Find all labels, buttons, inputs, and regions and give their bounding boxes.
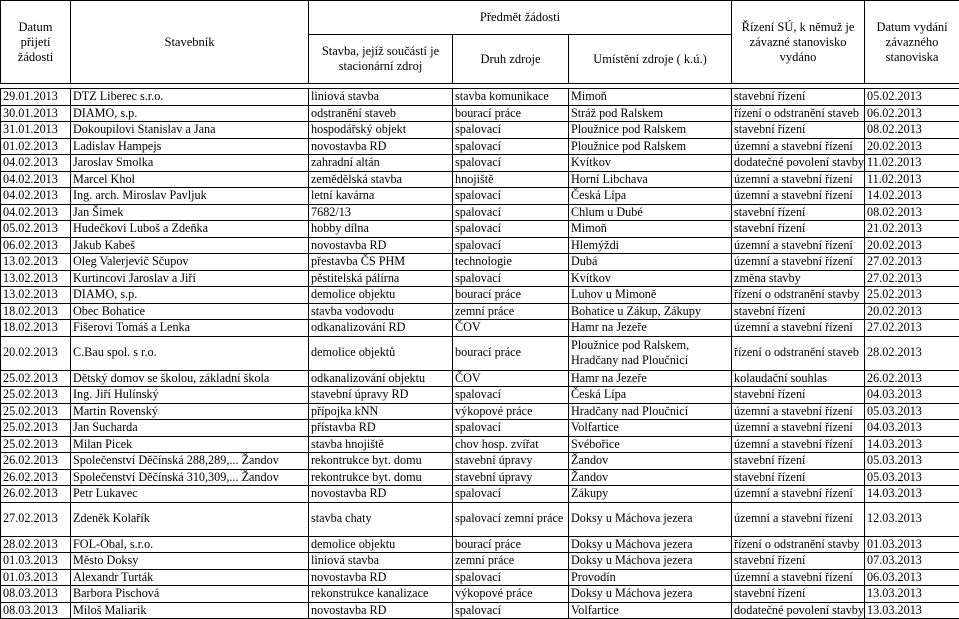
cell-building: novostavba RD <box>309 569 453 586</box>
cell-date-received: 25.02.2013 <box>1 387 71 404</box>
cell-builder: DTZ Liberec s.r.o. <box>71 89 309 106</box>
table-row <box>1 237 959 254</box>
cell-date-received: 13.02.2013 <box>1 254 71 271</box>
cell-building: novostavba RD <box>309 602 453 619</box>
cell-builder: DIAMO, s.p. <box>71 105 309 122</box>
cell-source-type: spalovací <box>453 204 569 221</box>
cell-builder: Oleg Valerjevič Sčupov <box>71 254 309 271</box>
cell-procedure: územní a stavební řízení <box>732 188 865 205</box>
table-row <box>1 420 959 437</box>
cell-location: Ploužnice pod Ralskem <box>569 122 732 139</box>
cell-procedure: kolaudační souhlas <box>732 370 865 387</box>
cell-source-type: spalovací <box>453 237 569 254</box>
cell-source-type: spalovací zemní práce <box>453 502 569 536</box>
table-row <box>1 89 959 106</box>
table-row <box>1 270 959 287</box>
cell-builder: Kurtincovi Jaroslav a Jiří <box>71 270 309 287</box>
cell-date-issued: 05.03.2013 <box>865 453 959 470</box>
cell-date-issued: 08.02.2013 <box>865 204 959 221</box>
cell-date-received: 20.02.2013 <box>1 336 71 370</box>
cell-date-issued: 14.02.2013 <box>865 188 959 205</box>
header-source-type: Druh zdroje <box>453 35 569 84</box>
cell-date-received: 01.03.2013 <box>1 569 71 586</box>
table-row <box>1 221 959 238</box>
cell-building: stavba chaty <box>309 502 453 536</box>
cell-building: zahradní altán <box>309 155 453 172</box>
cell-procedure: územní a stavební řízení <box>732 254 865 271</box>
cell-building: hobby dílna <box>309 221 453 238</box>
table-row <box>1 536 959 553</box>
cell-source-type: technologie <box>453 254 569 271</box>
cell-procedure: řízení o odstranění staveb <box>732 105 865 122</box>
cell-date-issued: 05.02.2013 <box>865 89 959 106</box>
cell-source-type: spalovací <box>453 270 569 287</box>
cell-location: Dubá <box>569 254 732 271</box>
cell-date-received: 08.03.2013 <box>1 602 71 619</box>
cell-building: liniová stavba <box>309 89 453 106</box>
cell-building: přestavba ČS PHM <box>309 254 453 271</box>
cell-building: rekonstrukce kanalizace <box>309 586 453 603</box>
cell-location: Hamr na Jezeře <box>569 370 732 387</box>
cell-source-type: spalovací <box>453 602 569 619</box>
cell-procedure: stavební řízení <box>732 387 865 404</box>
cell-source-type: stavební úpravy <box>453 469 569 486</box>
cell-procedure: územní a stavební řízení <box>732 138 865 155</box>
cell-builder: Hudečkovi Luboš a Zdeňka <box>71 221 309 238</box>
cell-procedure: územní a stavební řízení <box>732 502 865 536</box>
cell-procedure: územní a stavební řízení <box>732 320 865 337</box>
table-row <box>1 105 959 122</box>
cell-procedure: stavební řízení <box>732 453 865 470</box>
cell-builder: Jakub Kabeš <box>71 237 309 254</box>
cell-location: Volfartice <box>569 420 732 437</box>
cell-date-received: 30.01.2013 <box>1 105 71 122</box>
cell-date-received: 04.02.2013 <box>1 155 71 172</box>
cell-builder: Společenství Děčínská 288,289,... Žandov <box>71 453 309 470</box>
cell-location: Ploužnice pod Ralskem <box>569 138 732 155</box>
cell-date-received: 26.02.2013 <box>1 469 71 486</box>
cell-date-received: 26.02.2013 <box>1 453 71 470</box>
cell-date-issued: 06.02.2013 <box>865 105 959 122</box>
header-building: Stavba, jejíž součástí je stacionární zdroj <box>309 35 453 84</box>
table-row <box>1 387 959 404</box>
cell-date-received: 01.03.2013 <box>1 553 71 570</box>
cell-builder: Jan Šimek <box>71 204 309 221</box>
cell-source-type: spalovací <box>453 569 569 586</box>
cell-date-issued: 14.03.2013 <box>865 436 959 453</box>
table-row <box>1 586 959 603</box>
cell-building: demolice objektů <box>309 336 453 370</box>
cell-location: Luhov u Mimoně <box>569 287 732 304</box>
header-location: Umístění zdroje ( k.ú.) <box>569 35 732 84</box>
cell-source-type: spalovací <box>453 138 569 155</box>
cell-building: novostavba RD <box>309 237 453 254</box>
table-row <box>1 138 959 155</box>
cell-building: 7682/13 <box>309 204 453 221</box>
table-row <box>1 303 959 320</box>
cell-date-issued: 25.02.2013 <box>865 287 959 304</box>
table-row <box>1 453 959 470</box>
cell-location: Mimoň <box>569 89 732 106</box>
cell-date-issued: 27.02.2013 <box>865 270 959 287</box>
cell-source-type: spalovací <box>453 122 569 139</box>
cell-builder: Ing. Jiří Hulínský <box>71 387 309 404</box>
cell-date-issued: 20.02.2013 <box>865 138 959 155</box>
cell-date-received: 18.02.2013 <box>1 320 71 337</box>
cell-source-type: ČOV <box>453 320 569 337</box>
cell-location: Provodín <box>569 569 732 586</box>
cell-builder: Jaroslav Smolka <box>71 155 309 172</box>
cell-building: stavba hnojiště <box>309 436 453 453</box>
cell-building: rekontrukce byt. domu <box>309 469 453 486</box>
cell-builder: Zdeněk Kolařík <box>71 502 309 536</box>
cell-building: liniová stavba <box>309 553 453 570</box>
cell-building: stavební úpravy RD <box>309 387 453 404</box>
cell-building: demolice objektu <box>309 287 453 304</box>
cell-date-issued: 27.02.2013 <box>865 254 959 271</box>
cell-source-type: stavební úpravy <box>453 453 569 470</box>
table-row <box>1 287 959 304</box>
cell-source-type: spalovací <box>453 420 569 437</box>
cell-date-received: 13.02.2013 <box>1 270 71 287</box>
cell-date-received: 27.02.2013 <box>1 502 71 536</box>
cell-date-received: 28.02.2013 <box>1 536 71 553</box>
cell-date-issued: 01.03.2013 <box>865 536 959 553</box>
cell-date-issued: 20.02.2013 <box>865 237 959 254</box>
cell-builder: Marcel Khol <box>71 171 309 188</box>
table-row <box>1 320 959 337</box>
table-row <box>1 336 959 370</box>
cell-source-type: bourací práce <box>453 287 569 304</box>
cell-source-type: chov hosp. zvířat <box>453 436 569 453</box>
cell-date-received: 04.02.2013 <box>1 204 71 221</box>
cell-date-issued: 04.03.2013 <box>865 387 959 404</box>
cell-date-received: 29.01.2013 <box>1 89 71 106</box>
cell-procedure: stavební řízení <box>732 586 865 603</box>
table-row <box>1 486 959 503</box>
cell-date-received: 04.02.2013 <box>1 171 71 188</box>
cell-procedure: dodatečné povolení stavby <box>732 602 865 619</box>
cell-builder: Ing. arch. Miroslav Pavljuk <box>71 188 309 205</box>
cell-builder: Petr Lukavec <box>71 486 309 503</box>
cell-location: Bohatice u Zákup, Zákupy <box>569 303 732 320</box>
table-row <box>1 370 959 387</box>
cell-procedure: územní a stavební řízení <box>732 171 865 188</box>
cell-builder: Milan Picek <box>71 436 309 453</box>
table-row <box>1 403 959 420</box>
cell-builder: Ladislav Hampejs <box>71 138 309 155</box>
cell-date-received: 26.02.2013 <box>1 486 71 503</box>
cell-building: pěstitelská pálírna <box>309 270 453 287</box>
cell-date-issued: 08.02.2013 <box>865 122 959 139</box>
cell-date-issued: 28.02.2013 <box>865 336 959 370</box>
header-date-issued: Datum vydání závazného stanoviska <box>865 1 959 84</box>
cell-date-received: 18.02.2013 <box>1 303 71 320</box>
cell-procedure: stavební řízení <box>732 221 865 238</box>
table-row <box>1 469 959 486</box>
cell-location: Doksy u Máchova jezera <box>569 502 732 536</box>
table-row <box>1 502 959 536</box>
cell-procedure: změna stavby <box>732 270 865 287</box>
cell-date-issued: 06.03.2013 <box>865 569 959 586</box>
cell-building: zemědělská stavba <box>309 171 453 188</box>
cell-location: Doksy u Máchova jezera <box>569 536 732 553</box>
cell-date-issued: 21.02.2013 <box>865 221 959 238</box>
cell-procedure: územní a stavební řízení <box>732 237 865 254</box>
table-row <box>1 155 959 172</box>
cell-procedure: stavební řízení <box>732 303 865 320</box>
cell-date-issued: 05.03.2013 <box>865 469 959 486</box>
cell-builder: Barbora Pischová <box>71 586 309 603</box>
cell-builder: Dětský domov se školou, základní škola <box>71 370 309 387</box>
cell-location: Stráž pod Ralskem <box>569 105 732 122</box>
cell-date-issued: 12.03.2013 <box>865 502 959 536</box>
cell-building: stavba vodovodu <box>309 303 453 320</box>
cell-date-issued: 11.02.2013 <box>865 155 959 172</box>
cell-procedure: územní a stavební řízení <box>732 486 865 503</box>
cell-procedure: stavební řízení <box>732 122 865 139</box>
cell-source-type: výkopové práce <box>453 403 569 420</box>
cell-source-type: spalovací <box>453 155 569 172</box>
cell-building: odstranění staveb <box>309 105 453 122</box>
cell-building: letní kavárna <box>309 188 453 205</box>
cell-builder: Město Doksy <box>71 553 309 570</box>
header-builder: Stavebník <box>71 1 309 84</box>
cell-source-type: zemní práce <box>453 303 569 320</box>
cell-source-type: výkopové práce <box>453 586 569 603</box>
cell-builder: Alexandr Turták <box>71 569 309 586</box>
cell-building: hospodářský objekt <box>309 122 453 139</box>
cell-procedure: stavební řízení <box>732 469 865 486</box>
cell-date-received: 31.01.2013 <box>1 122 71 139</box>
cell-date-issued: 05.03.2013 <box>865 403 959 420</box>
cell-builder: FOL-Obal, s.r.o. <box>71 536 309 553</box>
cell-builder: DIAMO, s.p. <box>71 287 309 304</box>
cell-source-type: spalovací <box>453 486 569 503</box>
cell-source-type: hnojiště <box>453 171 569 188</box>
cell-location: Kvítkov <box>569 270 732 287</box>
table-row <box>1 569 959 586</box>
cell-location: Doksy u Máchova jezera <box>569 586 732 603</box>
cell-source-type: spalovací <box>453 221 569 238</box>
cell-date-issued: 14.03.2013 <box>865 486 959 503</box>
cell-building: přístavba RD <box>309 420 453 437</box>
cell-procedure: stavební řízení <box>732 204 865 221</box>
cell-location: Zákupy <box>569 486 732 503</box>
cell-date-received: 25.02.2013 <box>1 370 71 387</box>
cell-date-received: 08.03.2013 <box>1 586 71 603</box>
cell-date-issued: 27.02.2013 <box>865 320 959 337</box>
cell-location: Česká Lípa <box>569 387 732 404</box>
cell-source-type: bourací práce <box>453 336 569 370</box>
cell-procedure: řízení o odstranění staveb <box>732 336 865 370</box>
table-row <box>1 204 959 221</box>
table-row <box>1 254 959 271</box>
cell-date-issued: 04.03.2013 <box>865 420 959 437</box>
cell-location: Ploužnice pod Ralskem, Hradčany nad Ploučnicí <box>569 336 732 370</box>
cell-builder: Jan Sucharda <box>71 420 309 437</box>
cell-builder: Fišerovi Tomáš a Lenka <box>71 320 309 337</box>
cell-location: Svébořice <box>569 436 732 453</box>
cell-procedure: územní a stavební řízení <box>732 436 865 453</box>
table-row <box>1 188 959 205</box>
cell-date-received: 25.02.2013 <box>1 403 71 420</box>
cell-location: Mimoň <box>569 221 732 238</box>
cell-building: odkanalizování RD <box>309 320 453 337</box>
table-row <box>1 436 959 453</box>
cell-procedure: územní a stavební řízení <box>732 420 865 437</box>
table-body <box>1 89 959 619</box>
cell-builder: Společenství Děčínská 310,309,... Žandov <box>71 469 309 486</box>
table-row <box>1 553 959 570</box>
cell-date-received: 05.02.2013 <box>1 221 71 238</box>
cell-location: Doksy u Máchova jezera <box>569 553 732 570</box>
cell-date-issued: 13.03.2013 <box>865 586 959 603</box>
cell-date-issued: 20.02.2013 <box>865 303 959 320</box>
cell-builder: Obec Bohatice <box>71 303 309 320</box>
cell-source-type: spalovací <box>453 188 569 205</box>
cell-date-received: 13.02.2013 <box>1 287 71 304</box>
cell-date-issued: 11.02.2013 <box>865 171 959 188</box>
cell-location: Volfartice <box>569 602 732 619</box>
header-subject: Předmět žádosti <box>309 1 732 35</box>
cell-source-type: ČOV <box>453 370 569 387</box>
header-procedure: Řízení SÚ, k němuž je závazné stanovisko vydáno <box>732 1 865 84</box>
cell-builder: Martin Rovenský <box>71 403 309 420</box>
cell-procedure: dodatečné povolení stavby <box>732 155 865 172</box>
cell-source-type: bourací práce <box>453 536 569 553</box>
cell-location: Horní Libchava <box>569 171 732 188</box>
cell-location: Česká Lípa <box>569 188 732 205</box>
cell-location: Žandov <box>569 469 732 486</box>
cell-date-issued: 26.02.2013 <box>865 370 959 387</box>
table-header <box>1 1 959 89</box>
cell-builder: C.Bau spol. s r.o. <box>71 336 309 370</box>
cell-source-type: zemní práce <box>453 553 569 570</box>
cell-location: Kvítkov <box>569 155 732 172</box>
cell-location: Hamr na Jezeře <box>569 320 732 337</box>
cell-date-received: 25.02.2013 <box>1 420 71 437</box>
table-row <box>1 122 959 139</box>
cell-building: demolice objektu <box>309 536 453 553</box>
cell-procedure: územní a stavební řízení <box>732 403 865 420</box>
cell-date-received: 04.02.2013 <box>1 188 71 205</box>
table-row <box>1 171 959 188</box>
cell-location: Chlum u Dubé <box>569 204 732 221</box>
cell-procedure: stavební řízení <box>732 553 865 570</box>
cell-location: Hradčany nad Ploučnicí <box>569 403 732 420</box>
cell-building: novostavba RD <box>309 138 453 155</box>
cell-builder: Miloš Maliarik <box>71 602 309 619</box>
cell-builder: Dokoupilovi Stanislav a Jana <box>71 122 309 139</box>
cell-building: rekontrukce byt. domu <box>309 453 453 470</box>
cell-building: přípojka kNN <box>309 403 453 420</box>
cell-location: Žandov <box>569 453 732 470</box>
cell-building: odkanalizování objektu <box>309 370 453 387</box>
cell-procedure: územní a stavební řízení <box>732 569 865 586</box>
cell-source-type: bourací práce <box>453 105 569 122</box>
cell-procedure: řízení o odstranění stavby <box>732 536 865 553</box>
cell-date-issued: 07.03.2013 <box>865 553 959 570</box>
cell-date-issued: 13.03.2013 <box>865 602 959 619</box>
cell-source-type: stavba komunikace <box>453 89 569 106</box>
cell-date-received: 25.02.2013 <box>1 436 71 453</box>
cell-date-received: 06.02.2013 <box>1 237 71 254</box>
cell-procedure: stavební řízení <box>732 89 865 106</box>
cell-date-received: 01.02.2013 <box>1 138 71 155</box>
header-date-received: Datum přijetí žádosti <box>1 1 71 84</box>
cell-building: novostavba RD <box>309 486 453 503</box>
cell-procedure: řízení o odstranění stavby <box>732 287 865 304</box>
table-row <box>1 602 959 619</box>
cell-source-type: spalovací <box>453 387 569 404</box>
cell-location: Hlemýždi <box>569 237 732 254</box>
